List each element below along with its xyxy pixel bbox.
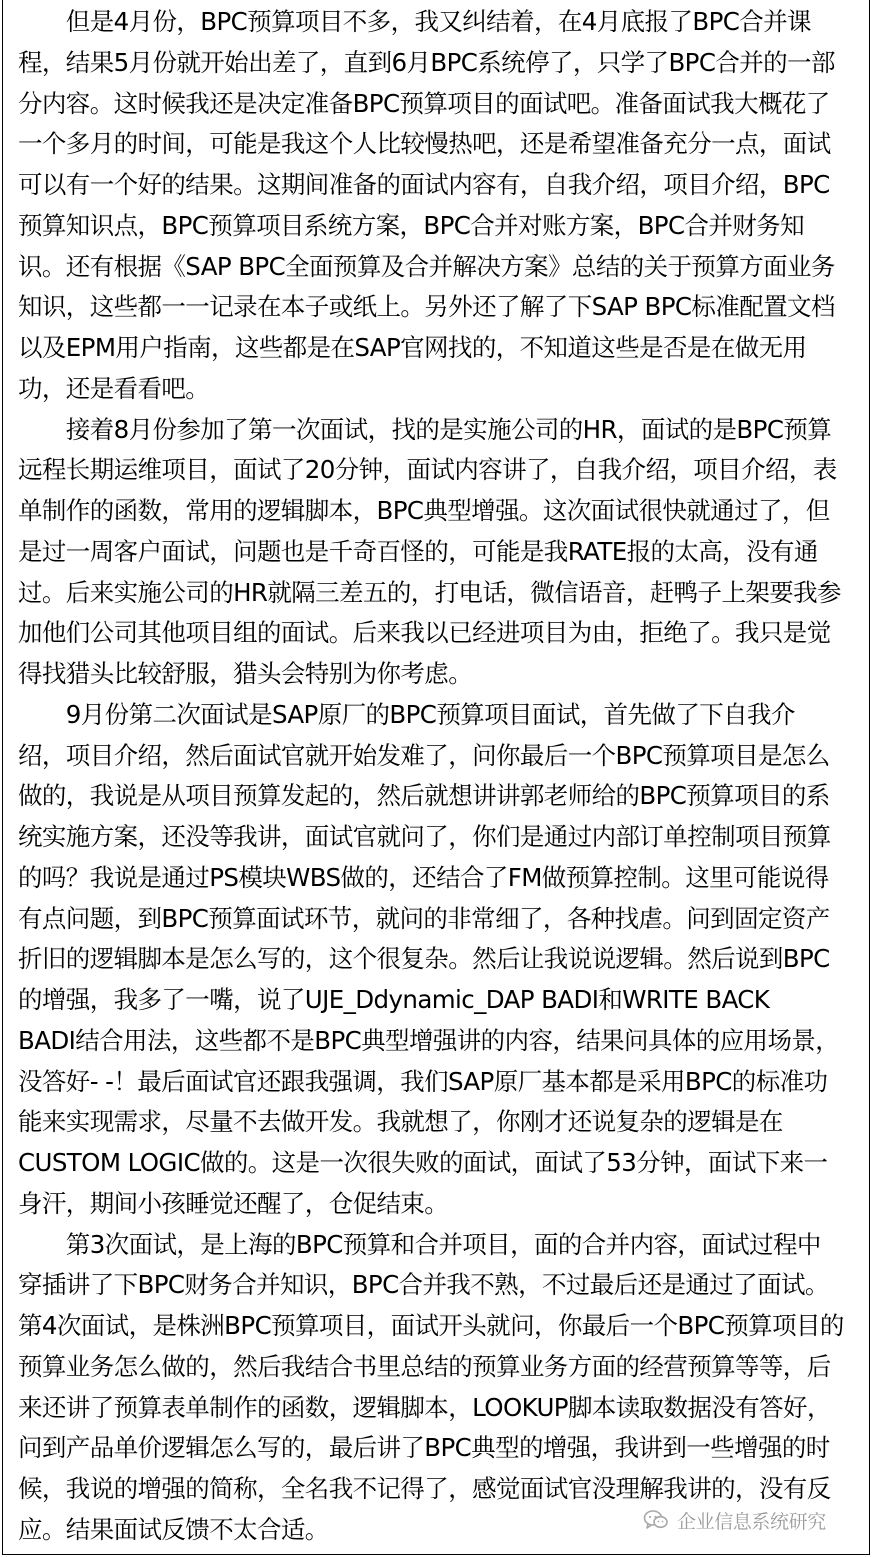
text-line: 能来实现需求，尽量不去做开发。我就想了，你刚才还说复杂的逻辑是在 — [18, 1107, 783, 1137]
watermark — [643, 1505, 826, 1535]
text-line: 第3次面试，是上海的BPC预算和合并项目，面的合并内容，面试过程中 — [18, 1229, 821, 1259]
text-line: 问到产品单价逻辑怎么写的，最后讲了BPC典型的增强，我讲到一些增强的时 — [18, 1433, 830, 1463]
text-line: 远程长期运维项目，面试了20分钟，面试内容讲了，自我介绍，项目介绍，表 — [18, 455, 837, 485]
watermark-text: 企业信息系统研究 — [677, 1510, 826, 1533]
article-frame — [2, 0, 870, 1555]
text-line: 候，我说的增强的简称，全名我不记得了，感觉面试官没理解我讲的，没有反 — [18, 1474, 831, 1503]
text-line: 接着8月份参加了第一次面试，找的是实施公司的HR，面试的是BPC预算 — [18, 414, 832, 444]
text-line: BADI结合用法，这些都不是BPC典型增强讲的内容，结果问具体的应用场景， — [18, 1025, 840, 1055]
text-line: 一个多月的时间，可能是我这个人比较慢热吧，还是希望准备充分一点，面试 — [18, 129, 831, 159]
text-line: 的增强，我多了一嘴，说了UJE_Ddynamic_DAP BADI和WRITE BACK — [18, 985, 770, 1014]
text-line: 有点问题，到BPC预算面试环节，就问的非常细了，各种找虐。问到固定资产 — [18, 903, 830, 933]
text-line: 绍，项目介绍，然后面试官就开始发难了，问你最后一个BPC预算项目是怎么 — [18, 740, 830, 770]
text-line: CUSTOM LOGIC做的。这是一次很失败的面试，面试了53分钟，面试下来一 — [18, 1148, 828, 1177]
text-line: 第4次面试，是株洲BPC预算项目，面试开头就问，你最后一个BPC预算项目的 — [18, 1311, 844, 1340]
text-line: 9月份第二次面试是SAP原厂的BPC预算项目面试，首先做了下自我介 — [18, 699, 795, 729]
text-line: 可以有一个好的结果。这期间准备的面试内容有，自我介绍，项目介绍，BPC — [18, 170, 830, 199]
text-line: 没答好- -！最后面试官还跟我强调，我们SAP原厂基本都是采用BPC的标准功 — [18, 1066, 828, 1096]
text-line: 是过一周客户面试，问题也是千奇百怪的，可能是我RATE报的太高，没有通 — [18, 536, 818, 566]
text-line: 知识，这些都一一记录在本子或纸上。另外还了解了下SAP BPC标准配置文档 — [18, 292, 835, 322]
text-line: 程，结果5月份就开始出差了，直到6月BPC系统停了，只学了BPC合并的一部 — [18, 47, 835, 77]
text-line: 单制作的函数，常用的逻辑脚本，BPC典型增强。这次面试很快就通过了，但 — [18, 496, 830, 525]
text-line: 统实施方案，还没等我讲，面试官就问了，你们是通过内部订单控制项目预算 — [18, 822, 831, 851]
text-line: 的吗？我说是通过PS模块WBS做的，还结合了FM做预算控制。这里可能说得 — [18, 862, 829, 892]
text-line: 来还讲了预算表单制作的函数，逻辑脚本，LOOKUP脚本读取数据没有答好， — [18, 1392, 831, 1422]
text-line: 预算知识点，BPC预算项目系统方案，BPC合并对账方案，BPC合并财务知 — [18, 210, 804, 240]
text-line: 做的，我说是从项目预算发起的，然后就想讲讲郭老师给的BPC预算项目的系 — [18, 781, 830, 811]
text-line: 功，还是看看吧。 — [18, 373, 210, 403]
text-line: 分内容。这时候我还是决定准备BPC预算项目的面试吧。准备面试我大概花了 — [18, 88, 830, 118]
wechat-icon — [643, 1509, 669, 1531]
text-line: 折旧的逻辑脚本是怎么写的，这个很复杂。然后让我说说逻辑。然后说到BPC — [18, 944, 830, 974]
text-line: 应。结果面试反馈不太合适。 — [18, 1514, 329, 1544]
text-line: 穿插讲了下BPC财务合并知识，BPC合并我不熟，不过最后还是通过了面试。 — [18, 1270, 829, 1300]
text-line: 以及EPM用户指南，这些都是在SAP官网找的，不知道这些是否是在做无用 — [18, 333, 807, 362]
text-line: 预算业务怎么做的，然后我结合书里总结的预算业务方面的经营预算等等，后 — [18, 1351, 831, 1381]
text-line: 识。还有根据《SAP BPC全面预算及合并解决方案》总结的关于预算方面业务 — [18, 251, 835, 281]
text-line: 得找猎头比较舒服，猎头会特别为你考虑。 — [18, 659, 473, 688]
text-line: 过。后来实施公司的HR就隔三差五的，打电话，微信语音，赶鸭子上架要我参 — [18, 577, 841, 607]
text-line: 但是4月份，BPC预算项目不多，我又纠结着，在4月底报了BPC合并课 — [18, 7, 811, 36]
text-line: 加他们公司其他项目组的面试。后来我以已经进项目为由，拒绝了。我只是觉 — [18, 618, 831, 648]
text-line: 身汗，期间小孩睡觉还醒了，仓促结束。 — [18, 1188, 449, 1218]
